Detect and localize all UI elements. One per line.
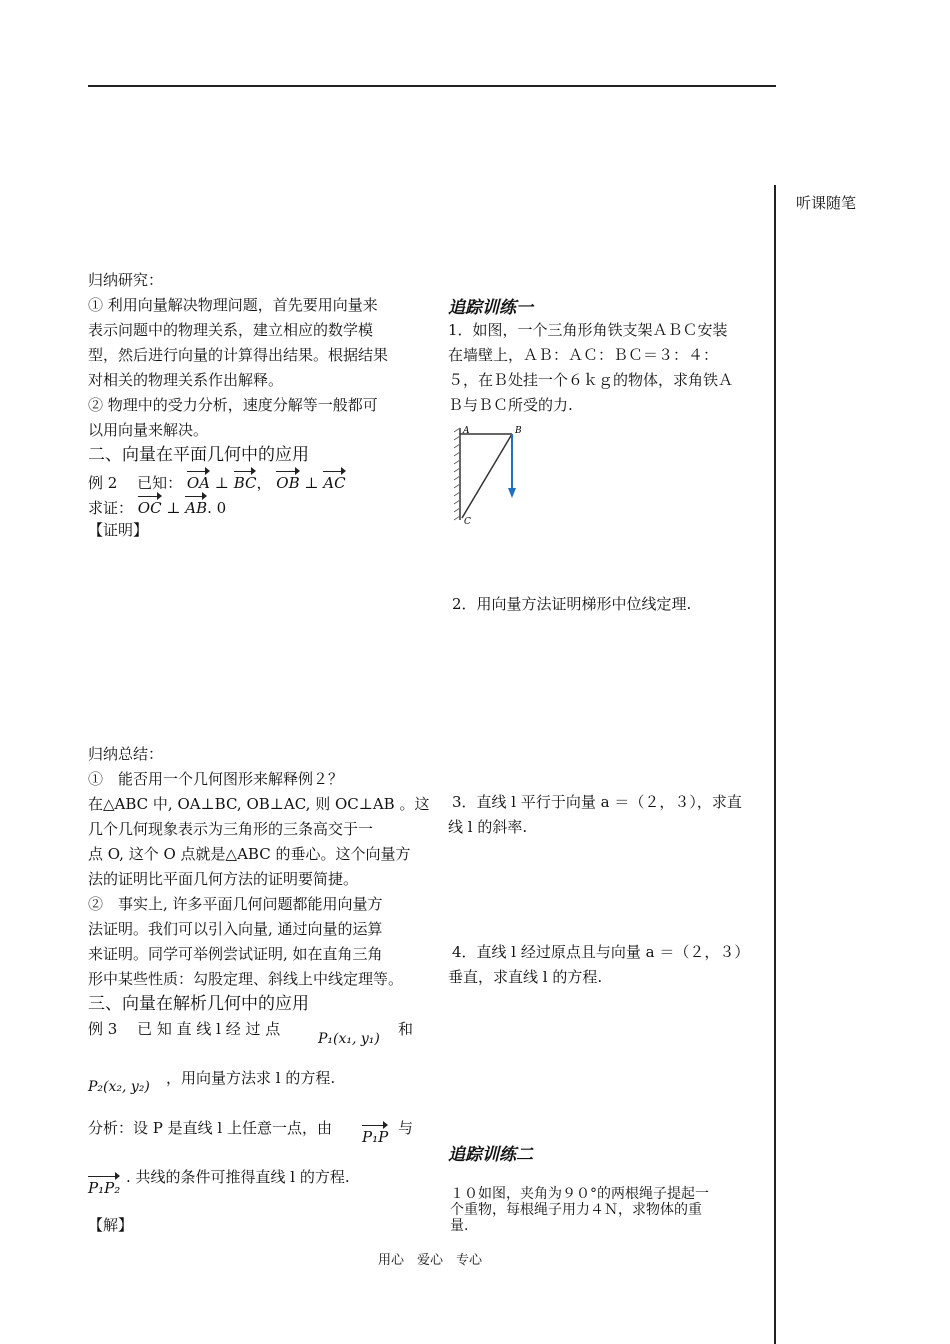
example-3-text: 例 3 已 知 直 线 l 经 过 点 [88, 1020, 281, 1038]
vector-ob: OB [276, 468, 299, 496]
summary-line: ① 利用向量解决物理问题，首先要用向量来 [88, 296, 378, 314]
question-10-line: 量. [450, 1218, 469, 1234]
analysis-with: 与 [398, 1119, 414, 1137]
question-1-line: 1．如图，一个三角形角铁支架ＡＢＣ安装 [448, 321, 728, 339]
example-3-and: 和 [398, 1020, 414, 1038]
separator: ， [256, 474, 272, 492]
question-2: 2．用向量方法证明梯形中位线定理. [452, 595, 692, 613]
vector-ab: AB [185, 493, 207, 521]
question-3-line: 3．直线 l 平行于向量 a ＝（２，３），求直 [452, 793, 742, 811]
vector-oa: OA [187, 468, 210, 496]
example-2-given [88, 468, 346, 496]
question-4-line: 4．直线 l 经过原点且与向量 a ＝（２，３） [452, 943, 750, 961]
bar-bc [462, 434, 512, 518]
question-1-line: ５，在Ｂ处挂一个６ｋｇ的物体，求角铁Ａ [448, 371, 734, 389]
conclusion-line: 在△ABC 中, OA⊥BC, OB⊥AC, 则 OC⊥AB 。这 [88, 795, 430, 813]
summary-line: 对相关的物理关系作出解释。 [88, 371, 284, 389]
conclusion-line: 形中某些性质：勾股定理、斜线上中线定理等。 [88, 970, 404, 988]
header-rule [88, 85, 776, 87]
example-2-prefix: 例 2 已知： [88, 474, 183, 492]
vector-p1p: P₁P [362, 1122, 388, 1150]
analysis-vector-p1p [362, 1122, 388, 1150]
example-2-prove [88, 493, 226, 521]
label-c: C [464, 517, 471, 527]
section-3-title: 三、向量在解析几何中的应用 [88, 994, 309, 1014]
vector-p1p2: P₁P₂ [88, 1173, 120, 1201]
question-3-line: 线 l 的斜率. [448, 818, 528, 836]
question-1-line: Ｂ与ＢＣ所受的力. [448, 396, 573, 414]
question-1-line: 在墙壁上，ＡＢ：ＡＣ：ＢＣ＝３：４： [448, 346, 719, 364]
conclusion-line: 来证明。同学可举例尝试证明, 如在直角三角 [88, 945, 383, 963]
solution-label: 【解】 [88, 1216, 134, 1234]
conclusion-line: ② 事实上, 许多平面几何问题都能用向量方 [88, 895, 383, 913]
label-a: A [463, 426, 470, 436]
point-p1: P₁(x₁, y₁) [318, 1031, 380, 1047]
point-p2: P₂(x₂, y₂) [88, 1079, 150, 1095]
label-b: B [515, 426, 522, 436]
conclusion-line: 几个几何现象表示为三角形的三条高交于一 [88, 820, 374, 838]
analysis-vector-p1p2 [88, 1173, 120, 1201]
summary-line: 以用向量来解决。 [88, 421, 209, 439]
proof-label: 【证明】 [88, 521, 149, 539]
bracket-figure [452, 420, 532, 540]
summary-line: ② 物理中的受力分析，速度分解等一般都可 [88, 396, 378, 414]
force-arrow-head [508, 488, 516, 498]
example-3-rest: ，用向量方法求 l 的方程. [166, 1069, 336, 1087]
conclusion-line: 法证明。我们可以引入向量, 通过向量的运算 [88, 920, 383, 938]
conclusion-line: ① 能否用一个几何图形来解释例２？ [88, 770, 344, 788]
question-10-line: 个重物，每根绳子用力４Ｎ，求物体的重 [450, 1202, 702, 1218]
summary-heading: 归纳研究： [88, 271, 164, 289]
prove-prefix: 求证： [88, 499, 134, 517]
summary-line: 表示问题中的物理关系，建立相应的数学模 [88, 321, 374, 339]
question-4-line: 垂直，求直线 l 的方程. [448, 968, 603, 986]
analysis-text: 分析：设 P 是直线 l 上任意一点，由 [88, 1119, 332, 1137]
vector-bc: BC [234, 468, 257, 496]
summary-line: 型，然后进行向量的计算得出结果。根据结果 [88, 346, 389, 364]
margin-notes-label: 听课随笔 [796, 194, 857, 212]
perp-symbol: ⊥ [214, 474, 229, 492]
analysis-rest: . 共线的条件可推得直线 l 的方程. [126, 1168, 350, 1186]
tail: . 0 [207, 499, 227, 517]
perp-symbol: ⊥ [166, 499, 181, 517]
conclusion-line: 点 O, 这个 O 点就是△ABC 的垂心。这个向量方 [88, 845, 411, 863]
vector-ac: AC [323, 468, 345, 496]
section-2-title: 二、向量在平面几何中的应用 [88, 445, 309, 465]
margin-rule [774, 185, 776, 1344]
conclusion-heading: 归纳总结： [88, 745, 164, 763]
perp-symbol: ⊥ [304, 474, 319, 492]
track-1-title: 追踪训练一 [448, 298, 533, 318]
vector-oc: OC [138, 493, 162, 521]
page-footer: 用心 爱心 专心 [378, 1253, 483, 1268]
conclusion-line: 法的证明比平面几何方法的证明要简捷。 [88, 870, 359, 888]
track-2-title: 追踪训练二 [448, 1145, 533, 1165]
wall-hatching [454, 428, 460, 520]
question-10-line: １０如图，夹角为９０°的两根绳子提起一 [450, 1186, 709, 1202]
